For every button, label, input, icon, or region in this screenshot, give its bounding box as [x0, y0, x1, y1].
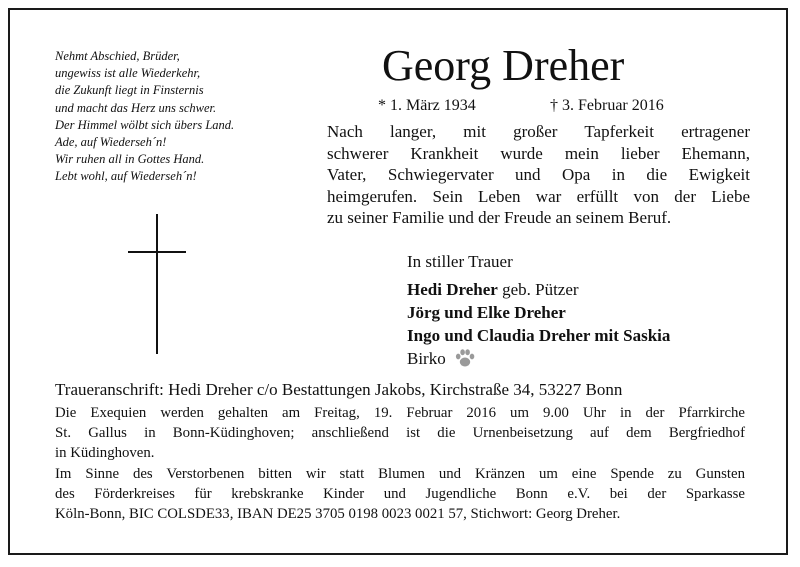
- poem-line: Ade, auf Wiederseh´n!: [55, 135, 167, 150]
- funeral-line: Die Exequien werden gehalten am Freitag, 19. Februar 2016 um 9.00 Uhr in der Pfarrkirche: [55, 405, 745, 421]
- donation-line: Im Sinne des Verstorbenen bitten wir statt Blumen und Kränzen um eine Spende zu Gunsten: [55, 466, 745, 482]
- mourner-ingo: [407, 324, 670, 347]
- mourner-hedi-maiden: geb. Pützer: [497, 280, 579, 299]
- intro-line: Nach langer, mit großer Tapferkeit ertragener: [327, 122, 750, 141]
- mourners-heading: In stiller Trauer: [407, 252, 513, 271]
- mourners-block: [407, 250, 670, 375]
- mourning-address: Traueranschrift: Hedi Dreher c/o Bestattungen Jakobs, Kirchstraße 34, 53227 Bonn: [55, 380, 623, 399]
- poem-line: Lebt wohl, auf Wiederseh´n!: [55, 169, 197, 184]
- poem-line: Der Himmel wölbt sich übers Land.: [55, 117, 235, 132]
- poem-line: die Zukunft liegt in Finsternis: [55, 83, 204, 98]
- funeral-line: in Küdinghoven.: [55, 444, 155, 461]
- poem: [55, 48, 315, 186]
- mourner-hedi: [407, 278, 670, 301]
- poem-line: Nehmt Abschied, Brüder,: [55, 49, 180, 63]
- paw-icon: [454, 347, 476, 375]
- intro-line: heimgerufen. Sein Leben war erfüllt von der Liebe: [327, 186, 750, 206]
- donation-line: des Förderkreises für krebskranke Kinder und Jugendliche Bonn e.V. bei der Sparkasse: [55, 485, 745, 502]
- cross-icon: [128, 214, 188, 354]
- mourner-pet: [407, 347, 670, 375]
- intro-text: [327, 121, 750, 229]
- intro-line: schwerer Krankheit wurde mein lieber Ehemann,: [327, 143, 750, 163]
- mourner-joerg-name: Jörg und Elke Dreher: [407, 303, 566, 322]
- intro-line: Vater, Schwiegervater und Opa in die Ewigkeit: [327, 165, 750, 185]
- poem-line: ungewiss ist alle Wiederkehr,: [55, 66, 201, 81]
- mourner-pet-name: Birko: [407, 349, 446, 368]
- donation-info: [55, 465, 745, 524]
- death-date: † 3. Februar 2016: [550, 97, 664, 114]
- mourner-hedi-name: Hedi Dreher: [407, 280, 498, 299]
- funeral-line: St. Gallus in Bonn-Küdinghoven; anschließend ist die Urnenbeisetzung auf dem Bergfriedhof: [55, 424, 745, 441]
- donation-line: Köln-Bonn, BIC COLSDE33, IBAN DE25 3705 0198 0023 0021 57, Stichwort: Georg Dreher.: [55, 505, 621, 522]
- poem-line: und macht das Herz uns schwer.: [55, 100, 217, 115]
- birth-date: * 1. März 1934: [378, 97, 476, 114]
- funeral-info: [55, 404, 745, 463]
- poem-line: Wir ruhen all in Gottes Hand.: [55, 152, 205, 167]
- deceased-name: Georg Dreher: [382, 41, 625, 90]
- intro-line: zu seiner Familie und der Freude an seinem Beruf.: [327, 208, 672, 228]
- mourner-ingo-name: Ingo und Claudia Dreher mit Saskia: [407, 326, 671, 345]
- obituary-card: [8, 8, 788, 555]
- mourner-joerg: [407, 301, 670, 324]
